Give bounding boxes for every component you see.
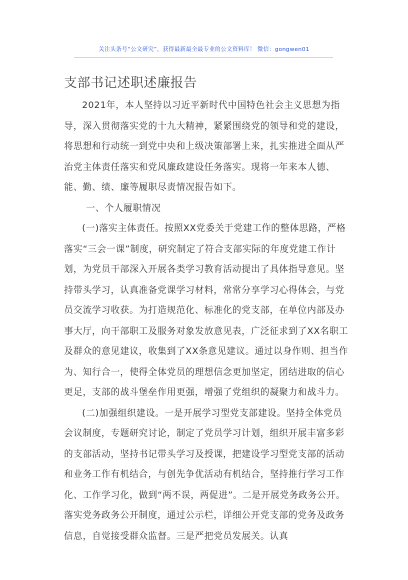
body-paragraph: (一)落实主体责任。按照XX党委关于党建工作的整体思路，严格落实“三会一课”制度，研究制定了符合支部实际的年度党建工作计划，为党员干部深入开展各类学习教育活动提出了具体指导意见。坚持带头学习，认真准备党课学习材料，常常分享学习心得体会，与党员交流学习收获。为打造规范化、标准化的党支部，在单位内部及办事大厅，向干部职工及服务对象发放意见表，广泛征求到了XX名职工及群众的意见建议，收集到了XX条意见建议。通过以身作则、担当作为、知行合一，使得全体党员的理想信念更加坚定，团结进取的信心更足，支部的战斗堡垒作用更强，增强了党组织的凝聚力和战斗力。 [64,224,349,398]
section-heading: 一、个人履职情况 [86,203,161,214]
document-title: 支部书记述职述廉报告 [64,76,198,91]
body-paragraph: (二)加强组织建设。一是开展学习型党支部建设。坚持全体党员会议制度，专题研究讨论，制定了党员学习计划，组织开展丰富多彩的支部活动，坚持书记带头学习及授课，把建设学习型党支部的活动和业务工作有机结合，与创先争优活动有机结合，坚持推行学习工作化、工作学习化，做到“两不误，两促进”。二是开展党务政务公开。落实党务政务公开制度，通过公示栏，详细公开党支部的党务及政务信息，自觉接受群众监督。三是严把党员发展关。认真 [64,408,346,542]
header-divider [74,57,333,58]
promo-link[interactable]: 关注头条号“公文研究”，获得最新最全最专业的公文资料库！ 微信：gongwen01 [98,47,310,53]
document-body [64,96,350,547]
intro-paragraph: 2021年，本人坚持以习近平新时代中国特色社会主义思想为指导，深入贯彻落实党的十九大精神，紧紧围绕党的领导和党的建设，将思想和行动统一到党中央和上级决策部署上来，扎实推进全面从严治党主体责任落实和党风廉政建设任务落实。现将一年来本人德、能、勤、绩、廉等履职尽责情况报告如下。 [64,101,345,193]
